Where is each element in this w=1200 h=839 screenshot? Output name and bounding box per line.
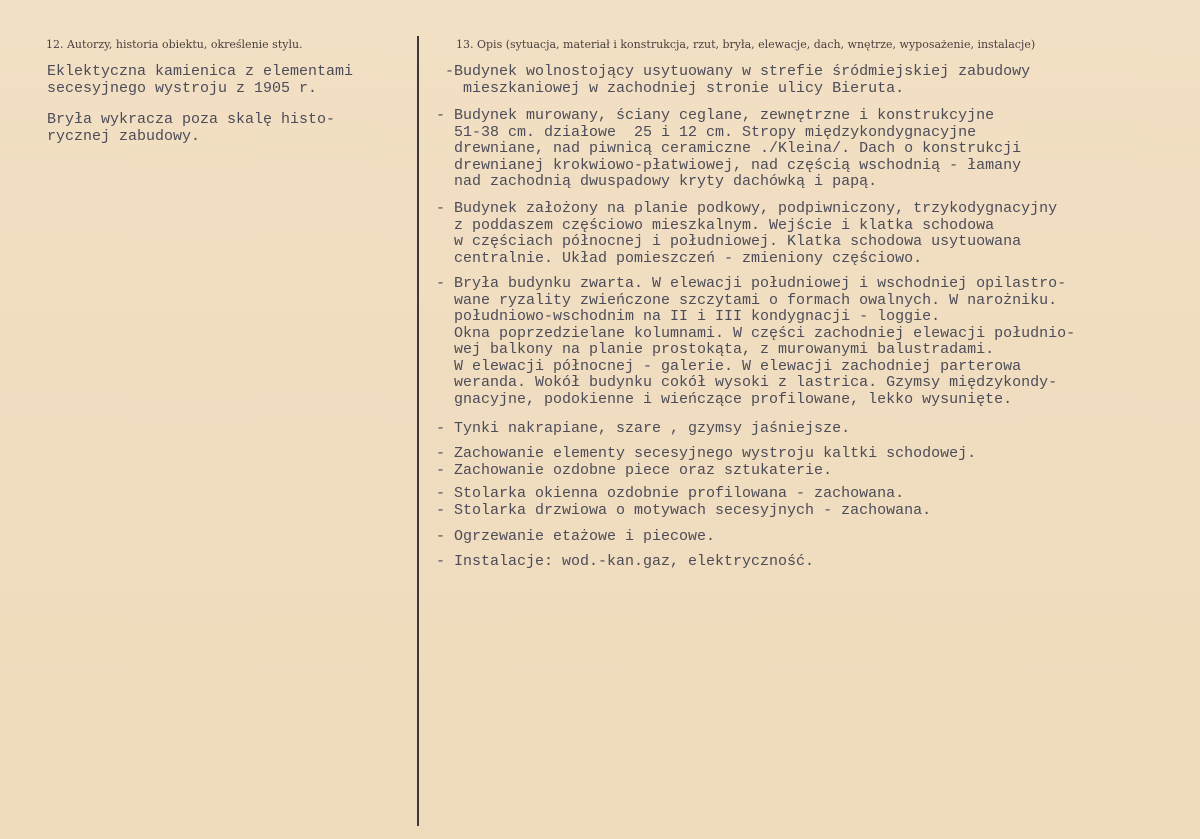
entry-facades: - Bryła budynku zwarta. W elewacji południowej i wschodniej opilastro- wane ryzality zwieńczone szczytami o formach owalnych. W narożniku. południowo-wschodnim na II i III kondygnacji - loggie. Okna poprzedzielane kolumnami. W części zachodniej elewacji południo- wej balkony na planie prostokąta, z murowanymi balustradami. W elewacji północnej - galerie. W elewacji zachodniej parterowa weranda. Wokół budynku cokół wysoki z lastrica. Gzymsy międzykondy- gnacyjne, podokienne i wieńczące profilowane, lekko wysunięte. [436, 275, 1076, 408]
section-13-heading: 13. Opis (sytuacja, materiał i konstrukcja, rzut, bryła, elewacje, dach, wnętrze, wyposażenie, instalacje) [456, 38, 1036, 51]
history-style-section [47, 64, 353, 160]
entry-preserved-decor: - Zachowanie elementy secesyjnego wystroju kaltki schodowej. - Zachowanie ozdobne piece oraz sztukaterie. [436, 445, 977, 479]
style-description: Eklektyczna kamienica z elementami secesyjnego wystroju z 1905 r. [47, 63, 354, 97]
scale-note: Bryła wykracza poza skalę histo- rycznej zabudowy. [47, 111, 336, 145]
entry-heating: - Ogrzewanie etażowe i piecowe. [436, 528, 716, 545]
entry-joinery: - Stolarka okienna ozdobnie profilowana - zachowana. - Stolarka drzwiowa o motywach secesyjnych - zachowana. [436, 485, 932, 519]
entry-plaster: - Tynki nakrapiane, szare , gzymsy jaśniejsze. [436, 420, 851, 437]
entry-construction: - Budynek murowany, ściany ceglane, zewnętrzne i konstrukcyjne 51-38 cm. działowe 25 i 12 cm. Stropy międzykondygnacyjne drewniane, nad piwnicą ceramiczne ./Kleina/. Dach o konstrukcji drewnianej krokwiowo-płatwiowej, nad częścią wschodnią - łamany nad zachodnią dwuspadowy kryty dachówką i papą. [436, 107, 1022, 190]
entry-plan: - Budynek założony na planie podkowy, podpiwniczony, trzykodygnacyjny z poddaszem częściowo mieszkalnym. Wejście i klatka schodowa w częściach północnej i południowej. Klatka schodowa usytuowana centralnie. Układ pomieszczeń - zmieniony częściowo. [436, 200, 1058, 267]
section-12-heading: 12. Autorzy, historia obiektu, określenie stylu. [46, 38, 303, 51]
column-divider [417, 36, 419, 826]
entry-installations: - Instalacje: wod.-kan.gaz, elektryczność. [436, 553, 815, 570]
entry-location: -Budynek wolnostojący usytuowany w strefie śródmiejskiej zabudowy mieszkaniowej w zachodniej stronie ulicy Bieruta. [445, 63, 1031, 97]
